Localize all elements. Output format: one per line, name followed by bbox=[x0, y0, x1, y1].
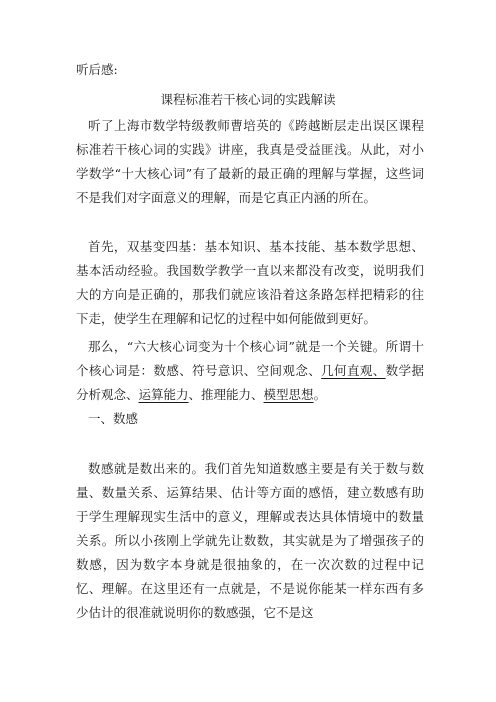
paragraph-intro: 听了上海市数学特级教师曹培英的《跨越断层走出误区课程标准若干核心词的实践》讲座，我真是受益匪浅。从此，对小学数学“十大核心词”有了最新的最正确的理解与掌握，这些词不是我们对字面意义的理解，而是它真正内涵的所在。 bbox=[76, 118, 424, 205]
ten-core-words-middle: 数学据分析观念、 bbox=[76, 363, 424, 402]
ten-core-words-end: 。 bbox=[313, 387, 327, 402]
underlined-term-model-thinking: 模型思想 bbox=[263, 387, 314, 402]
paragraph-four-basics: 首先，双基变四基：基本知识、基本技能、基本数学思想、基本活动经验。我国数学教学一直以来都没有改变，说明我们大的方向是正确的，那我们就应该沿着这条路怎样把精彩的往下走，使学生在理解和记忆的过程中如何能做到更好。 bbox=[76, 239, 424, 326]
paragraph-number-sense: 数感就是数出来的。我们首先知道数感主要是有关于数与数量、数量关系、运算结果、估计等方面的感悟，建立数感有助于学生理解现实生活中的意义，理解或表达具体情境中的数量关系。所以小孩刚上学就先让数数，其实就是为了增强孩子的数感，因为数字本身就是很抽象的，在一次次数的过程中记忆、理解。在这里还有一点就是，不是说你能某一样东西有多少估计的很准就说明你的数感强，它不是这 bbox=[76, 461, 424, 620]
ten-core-words-middle-2: 、推理能力、 bbox=[188, 387, 264, 402]
document-title: 课程标准若干核心词的实践解读 bbox=[160, 92, 336, 107]
paragraph-ten-core-words bbox=[76, 335, 424, 407]
underlined-term-geometric-intuition: 几何直观、 bbox=[321, 363, 386, 378]
ten-core-words-intro: 那么，“六大核心词变为十个核心词”就是一个关键。所谓十个核心词是：数感、符号意识、空间观念、 bbox=[76, 339, 424, 378]
document-label: 听后感: bbox=[76, 62, 118, 77]
underlined-term-operation-ability: 运算能力 bbox=[138, 387, 189, 402]
section-heading-number-sense: 一、数感 bbox=[88, 411, 139, 426]
